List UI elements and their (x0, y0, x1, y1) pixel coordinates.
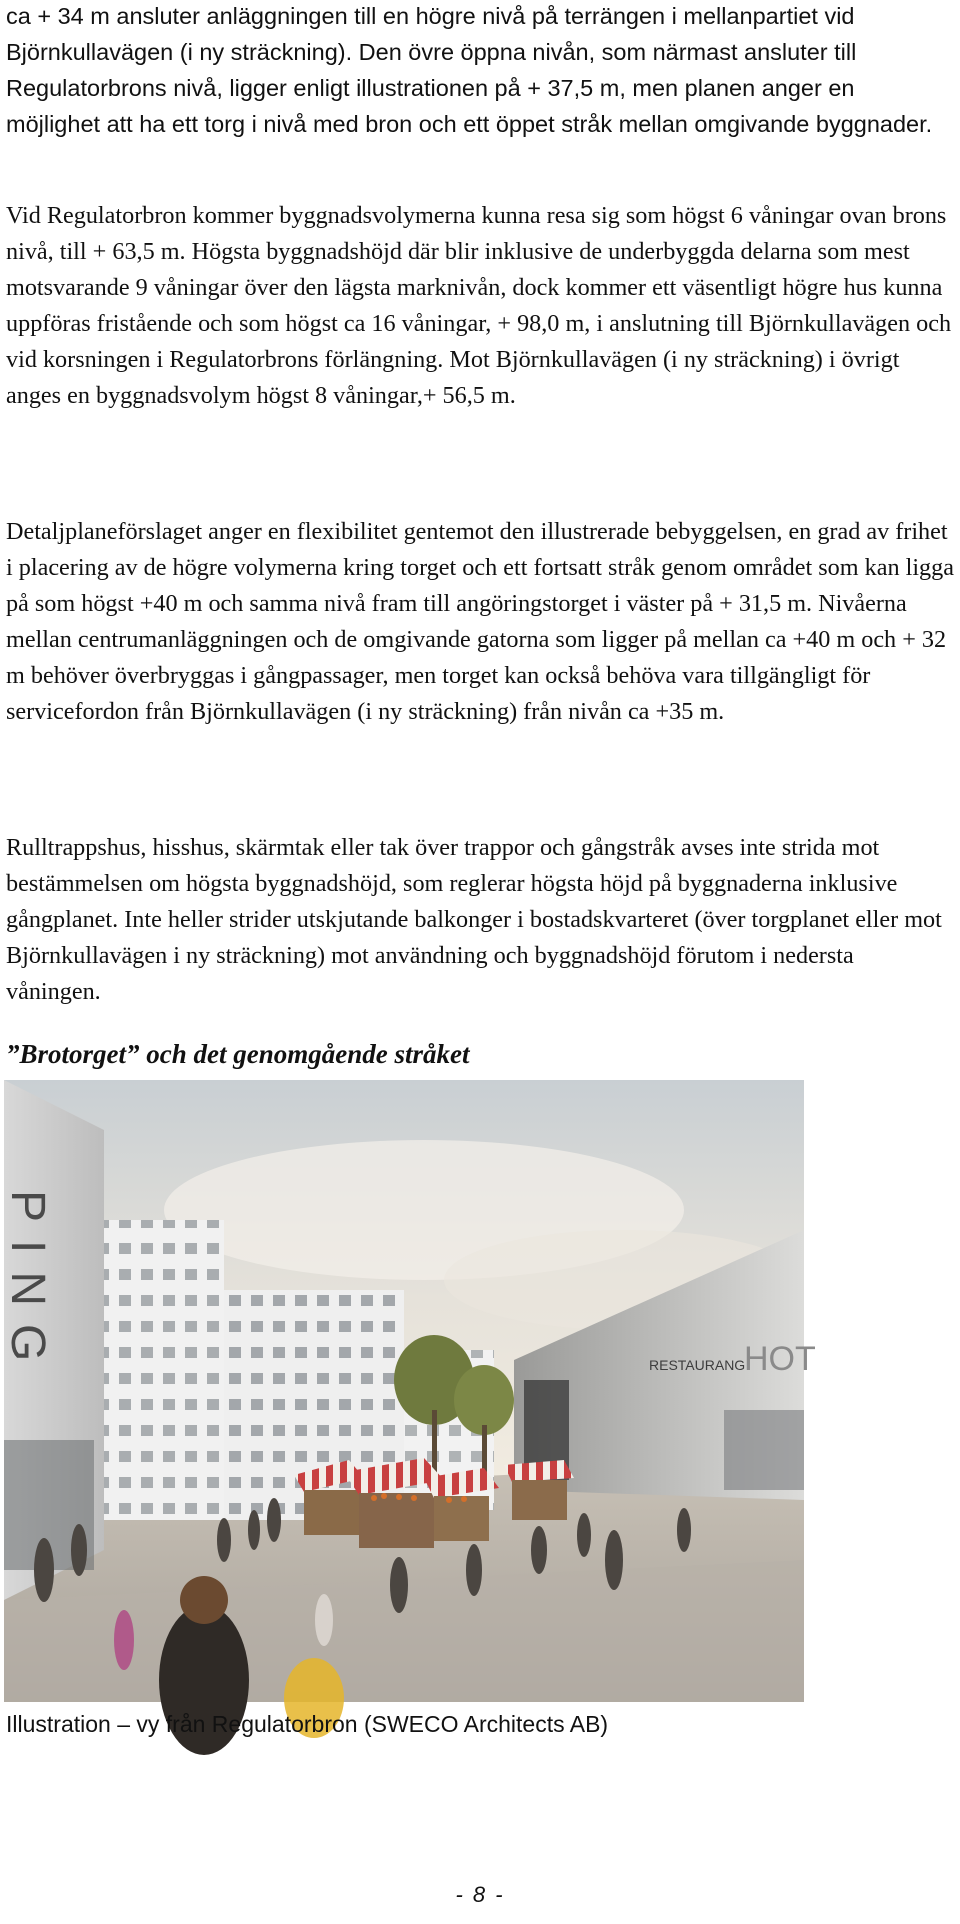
paragraph-4: Rulltrappshus, hisshus, skärmtak eller tak över trappor och gångstråk avses inte strida mot bestämmelsen om högsta byggnadshöjd, som reglerar högsta höjd på byggnaderna inklusive gångplanet. Inte heller strider utskjutande balkonger i bostadskvarteret (över torgplanet eller mot Björnkullavägen i ny sträckning) mot användning och byggnadshöjd förutom i nedersta våningen. (6, 834, 942, 1005)
left-building-sign (1, 1190, 54, 1379)
paragraph-2: Vid Regulatorbron kommer byggnadsvolymerna kunna resa sig som högst 6 våningar ovan brons nivå, till + 63,5 m. Högsta byggnadshöjd där blir inklusive de underbyggda delarna som mest motsvarande 9 våningar över den lägsta marknivån, dock kommer ett väsentligt högre hus kunna uppföras fristående och som högst ca 16 våningar, + 98,0 m, i anslutning till Björnkullavägen och vid korsningen i Regulatorbrons förlängning. Mot Björnkullavägen (i ny sträckning) i övrigt anges en byggnadsvolym högst 8 våningar,+ 56,5 m. (6, 202, 952, 409)
paragraph-1: ca + 34 m ansluter anläggningen till en högre nivå på terrängen i mellanpartiet vid Björnkullavägen (i ny sträckning). Den övre öppna nivån, som närmast ansluter till Regulatorbrons nivå, ligger enligt illustrationen på + 37,5 m, men planen anger en möjlighet att ha ett torg i nivå med bron och ett öppet stråk mellan omgivande byggnader. (6, 3, 933, 137)
paragraph-3: Detaljplaneförslaget anger en flexibilitet gentemot den illustrerade bebyggelsen, en grad av frihet i placering av de högre volymerna kring torget och ett fortsatt stråk genom området som kan ligga på som högst +40 m och samma nivå fram till angöringstorget i väster på + 31,5 m. Nivåerna mellan centrumanläggningen och de omgivande gatorna som ligger på mellan ca +40 m och + 32 m behöver överbryggas i gångpassager, men torget kan också behöva vara tillgängligt för servicefordon från Björnkullavägen (i ny sträckning) från nivån ca +35 m. (6, 518, 954, 725)
svg-text:HOT: HOT (744, 1340, 816, 1378)
svg-text:RESTAURANG: RESTAURANG (649, 1357, 746, 1373)
illustration-image (1, 1080, 816, 1702)
svg-text:PING: PING (1, 1190, 54, 1380)
page-number: - 8 - (455, 1882, 505, 1907)
illustration-caption: Illustration – vy från Regulatorbron (SWECO Architects AB) (6, 1711, 609, 1737)
section-heading: ”Brotorget” och det genomgående stråket (6, 1039, 470, 1069)
